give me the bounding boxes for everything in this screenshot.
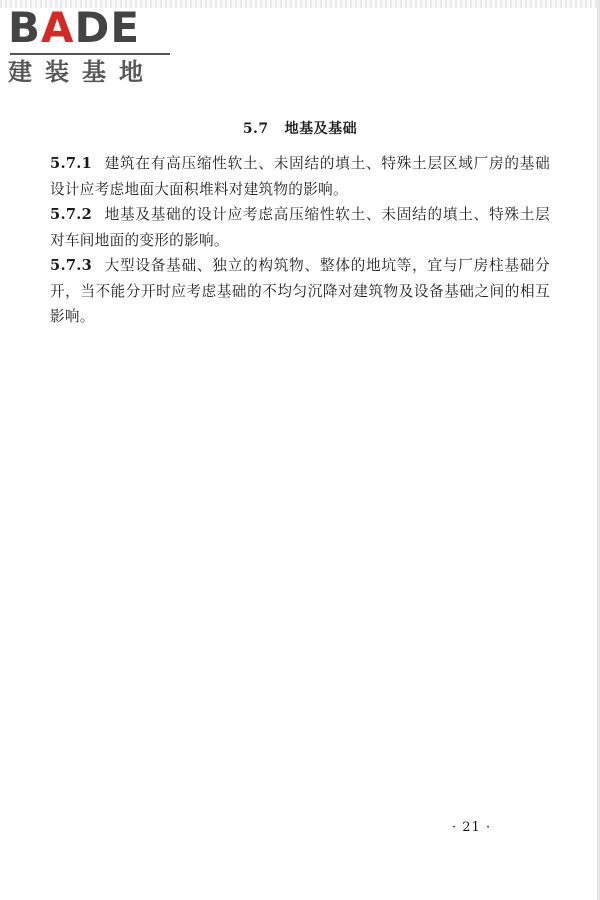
clause-5-7-2: [50, 202, 550, 253]
clause-5-7-1: [50, 151, 550, 202]
logo-subtitle: 建装基地: [8, 58, 156, 86]
section-title-text: 地基及基础: [284, 121, 358, 137]
logo-brand-accent: A: [41, 3, 75, 52]
section-number: 5.7: [242, 121, 269, 137]
clause-5-7-3: [50, 253, 550, 330]
logo-brand-text: [8, 3, 141, 52]
clause-number: 5.7.2: [50, 206, 93, 223]
clause-number: 5.7.1: [50, 155, 93, 172]
watermark-logo: [8, 3, 178, 88]
clause-text: 大型设备基础、独立的构筑物、整体的地坑等，宜与厂房柱基础分开，当不能分开时应考虑基础的不均匀沉降对建筑物及设备基础之间的相互影响。: [50, 257, 550, 325]
clause-text: 地基及基础的设计应考虑高压缩性软土、未固结的填土、特殊土层对车间地面的变形的影响。: [50, 206, 550, 249]
logo-brand-prefix: B: [8, 3, 42, 52]
logo-brand-suffix: DE: [74, 3, 141, 52]
clause-list: [50, 151, 550, 330]
clause-number: 5.7.3: [50, 257, 93, 274]
logo-divider: [10, 53, 170, 55]
section-title: [0, 118, 600, 138]
clause-text: 建筑在有高压缩性软土、未固结的填土、特殊土层区域厂房的基础设计应考虑地面大面积堆料对建筑物的影响。: [50, 155, 550, 198]
page-number: · 21 ·: [452, 820, 492, 835]
